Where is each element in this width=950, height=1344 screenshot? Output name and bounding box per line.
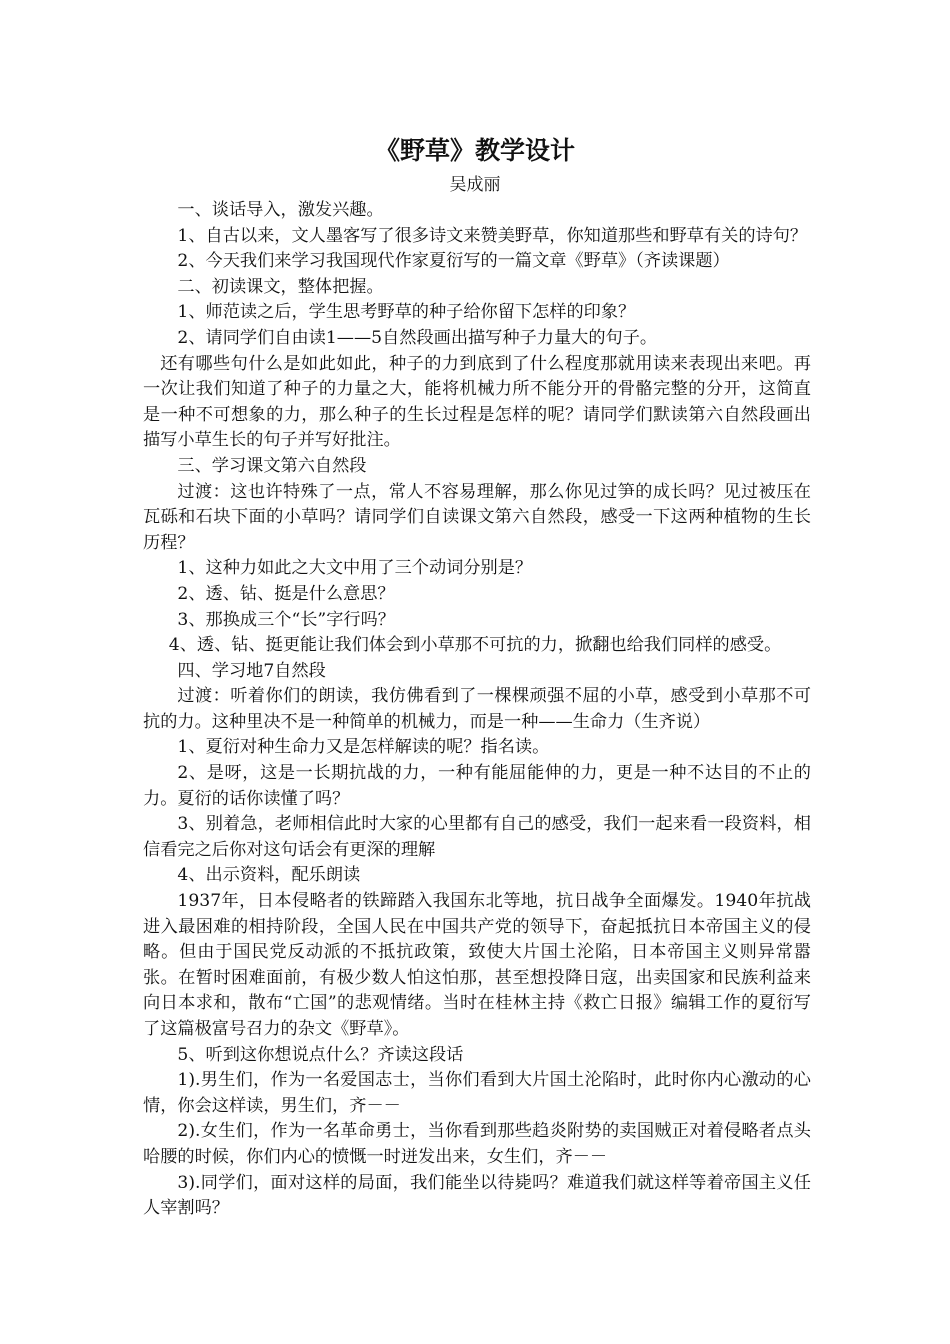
paragraph: 2、请同学们自由读1——5自然段画出描写种子力量大的句子。 (177, 327, 658, 348)
paragraph: 一、谈话导入，激发兴趣。 (177, 200, 384, 220)
paragraph: 2).女生们，作为一名革命勇士，当你看到那些趋炎附势的卖国贼正对着侵略者点头哈腰的时候，你们内心的愤慨一时迸发出来，女生们，齐－－ (143, 1121, 811, 1167)
paragraph: 1、自古以来，文人墨客写了很多诗文来赞美野草，你知道那些和野草有关的诗句？ (177, 225, 808, 246)
paragraph: 3).同学们，面对这样的局面，我们能坐以待毙吗？难道我们就这样等着帝国主义任人宰割吗？ (143, 1172, 811, 1219)
document-author: 吴成丽 (449, 175, 501, 195)
paragraph: 3、那换成三个“长”字行吗？ (177, 609, 395, 630)
paragraph: 2、今天我们来学习我国现代作家夏衍写的一篇文章《野草》（齐读课题） (177, 251, 730, 272)
document-title: 《野草》教学设计 (374, 136, 575, 165)
paragraph: 3、别着急，老师相信此时大家的心里都有自己的感受，我们一起来看一段资料，相信看完之后你对这句话会有更深的理解 (143, 814, 811, 860)
paragraph: 三、学习课文第六自然段 (177, 455, 367, 476)
paragraph: 二、初读课文，整体把握。 (177, 276, 384, 297)
paragraph: 1).男生们，作为一名爱国志士，当你们看到大片国土沦陷时，此时你内心激动的心情，你会这样读，男生们，齐－－ (143, 1070, 811, 1116)
paragraph: 2、是呀，这是一长期抗战的力，一种有能屈能伸的力，更是一种不达目的不止的力。夏衍的话你读懂了吗？ (143, 763, 811, 809)
paragraph: 1、这种力如此之大文中用了三个动词分别是？ (177, 558, 533, 579)
paragraph: 1、师范读之后，学生思考野草的种子给你留下怎样的印象？ (177, 302, 636, 323)
paragraph: 1937年，日本侵略者的铁蹄踏入我国东北等地，抗日战争全面爆发。1940年抗战进入最困难的相持阶段，全国人民在中国共产党的领导下，奋起抵抗日本帝国主义的侵略。但由于国民党反动派的不抵抗政策，致使大片国土沦陷，日本帝国主义则异常嚣张。在暂时困难面前，有极少数人怕这怕那，甚至想投降日寇，出卖国家和民族利益来向日本求和，散布“亡国”的悲观情绪。当时在桂林主持《救亡日报》编辑工作的夏衍写了这篇极富号召力的杂文《野草》。 (143, 891, 811, 1039)
paragraph: 4、出示资料，配乐朗读 (177, 865, 361, 886)
paragraph: 四、学习地7自然段 (177, 660, 326, 681)
paragraph: 2、透、钻、挺是什么意思？ (177, 583, 395, 604)
paragraph: 4、透、钻、挺更能让我们体会到小草那不可抗的力，掀翻也给我们同样的感受。 (168, 635, 782, 656)
paragraph: 过渡：这也许特殊了一点，常人不容易理解，那么你见过笋的成长吗？见过被压在瓦砾和石块下面的小草吗？请同学们自读课文第六自然段，感受一下这两种植物的生长历程？ (143, 481, 811, 553)
paragraph: 5、听到这你想说点什么？齐读这段话 (177, 1044, 464, 1065)
paragraph: 过渡：听着你们的朗读，我仿佛看到了一棵棵顽强不屈的小草，感受到小草那不可抗的力。这种里决不是一种简单的机械力，而是一种——生命力（生齐说） (143, 686, 811, 732)
document-body (143, 198, 811, 1222)
paragraph: 还有哪些句什么是如此如此，种子的力到底到了什么程度那就用读来表现出来吧。再一次让我们知道了种子的力量之大，能将机械力所不能分开的骨骼完整的分开，这简直是一种不可想象的力，那么种子的生长过程是怎样的呢？请同学们默读第六自然段画出描写小草生长的句子并写好批注。 (143, 353, 811, 451)
paragraph: 1、夏衍对种生命力又是怎样解读的呢？指名读。 (177, 737, 550, 758)
